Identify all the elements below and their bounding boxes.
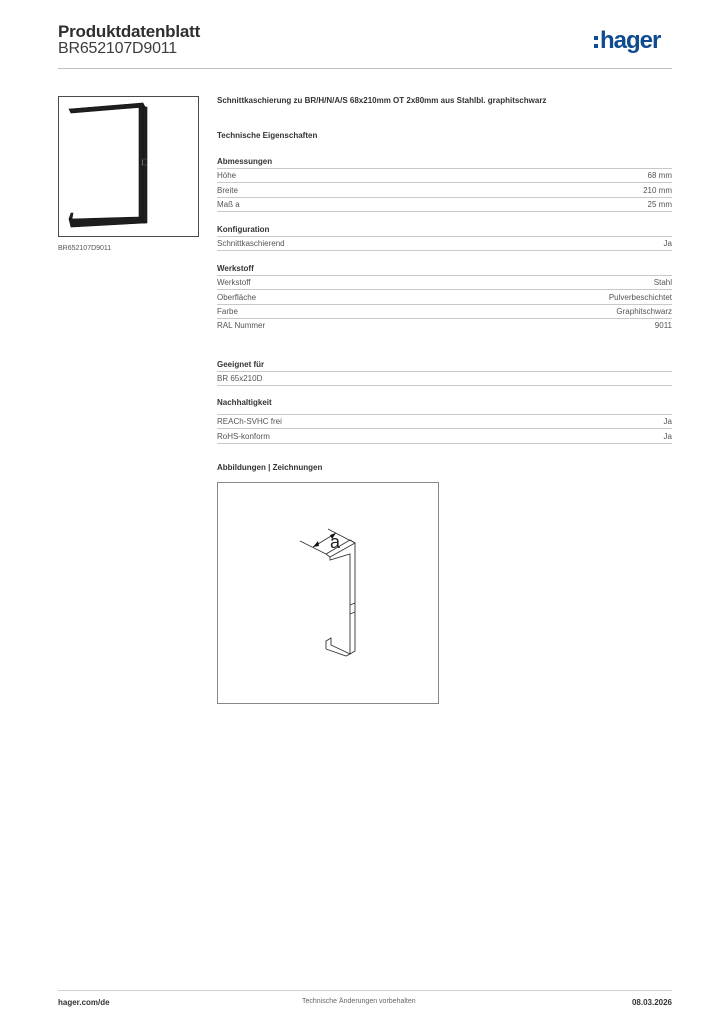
spec-row-oberflaeche xyxy=(217,290,672,305)
product-image xyxy=(58,96,199,237)
spec-row-werkstoff xyxy=(217,275,672,290)
section-heading-nachhaltigkeit: Nachhaltigkeit xyxy=(217,398,272,407)
spec-value: Ja xyxy=(663,432,672,441)
drawings-heading: Abbildungen | Zeichnungen xyxy=(217,463,323,472)
section-rule xyxy=(217,222,672,237)
spec-value: Graphitschwarz xyxy=(616,307,672,316)
product-description: Schnittkaschierung zu BR/H/N/A/S 68x210mm OT 2x80mm aus Stahlbl. graphitschwarz xyxy=(217,96,547,105)
spec-label: Breite xyxy=(217,186,238,195)
dimension-label-a: a xyxy=(330,532,341,552)
spec-row-schnittkaschierend xyxy=(217,236,672,251)
document-title: Produktdatenblatt xyxy=(58,22,201,41)
spec-row-mass-a xyxy=(217,197,672,212)
spec-row-breite xyxy=(217,183,672,198)
technical-properties-heading: Technische Eigenschaften xyxy=(217,131,318,140)
section-rule xyxy=(217,261,672,276)
header-divider xyxy=(58,68,672,69)
section-heading-werkstoff: Werkstoff xyxy=(217,264,254,273)
footer-notice: Technische Änderungen vorbehalten xyxy=(302,998,416,1005)
logo-dots-icon xyxy=(594,36,598,48)
spec-label: Werkstoff xyxy=(217,278,251,287)
footer-website-link[interactable]: hager.com/de xyxy=(58,998,110,1007)
spec-value: Stahl xyxy=(653,278,672,287)
spec-label: Schnittkaschierend xyxy=(217,239,285,248)
spec-label: Farbe xyxy=(217,307,238,316)
spec-label: RoHS-konform xyxy=(217,432,270,441)
spec-label: Maß a xyxy=(217,200,240,209)
spec-value: 210 mm xyxy=(643,186,672,195)
spec-row-farbe xyxy=(217,304,672,319)
spec-value: 25 mm xyxy=(647,200,672,209)
spec-value: Pulverbeschichtet xyxy=(608,293,672,302)
dimension-drawing xyxy=(218,483,438,703)
spec-value: Ja xyxy=(663,417,672,426)
section-heading-geeignet: Geeignet für xyxy=(217,360,265,369)
spec-row-reach xyxy=(217,414,672,429)
footer-divider xyxy=(58,990,672,991)
spec-label: Oberfläche xyxy=(217,293,257,302)
spec-row-hoehe xyxy=(217,168,672,183)
section-rule xyxy=(217,400,672,415)
spec-value: 9011 xyxy=(654,321,672,330)
spec-label: REACh-SVHC frei xyxy=(217,417,282,426)
logo-text: hager xyxy=(600,27,661,54)
spec-label: BR 65x210D xyxy=(217,374,263,383)
hager-logo xyxy=(594,26,660,56)
spec-value: Ja xyxy=(663,239,672,248)
section-rule xyxy=(217,357,672,372)
section-heading-konfiguration: Konfiguration xyxy=(217,225,270,234)
cover-plate-image xyxy=(59,97,198,236)
spec-label: RAL Nummer xyxy=(217,321,266,330)
product-number: BR652107D9011 xyxy=(58,40,177,57)
section-rule xyxy=(217,154,672,169)
spec-label: Höhe xyxy=(217,171,237,180)
spec-value: 68 mm xyxy=(647,171,672,180)
image-caption: BR652107D9011 xyxy=(58,245,112,252)
spec-row-geeignet xyxy=(217,371,672,386)
footer-date: 08.03.2026 xyxy=(631,998,672,1007)
spec-row-rohs xyxy=(217,429,672,444)
spec-row-ral-nummer xyxy=(217,318,672,332)
technical-drawing xyxy=(217,482,439,704)
section-heading-abmessungen: Abmessungen xyxy=(217,157,273,166)
